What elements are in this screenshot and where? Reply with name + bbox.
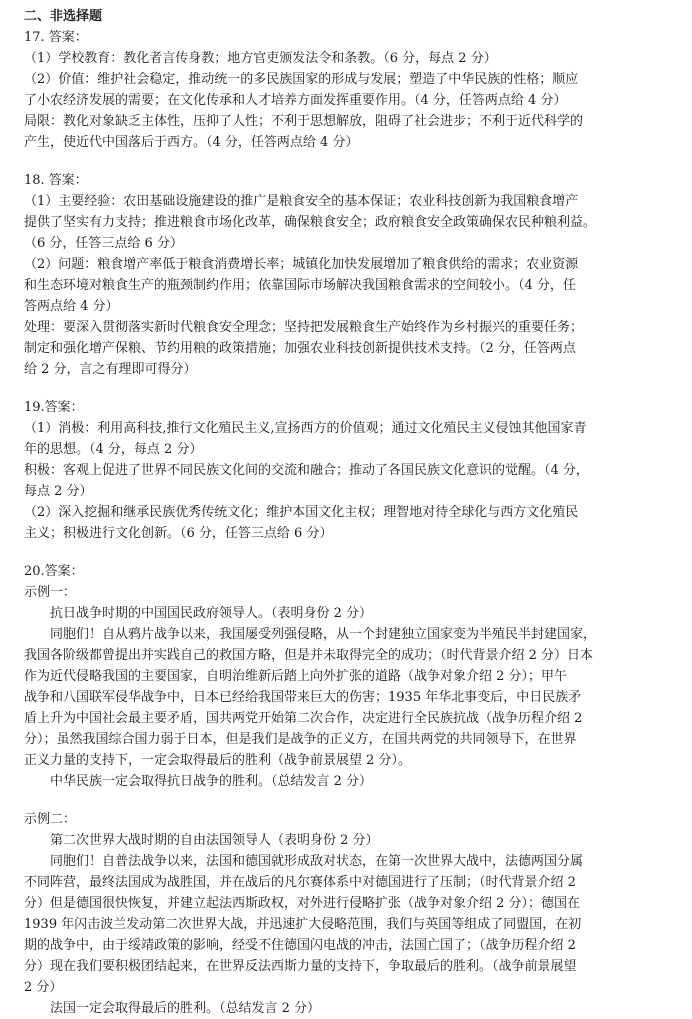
q19-line: 每点 2 分） — [24, 484, 93, 499]
example2-line: 同胞们！自普法战争以来，法国和德国就形成敌对状态，在第一次世界大战中，法德两国分属 — [50, 854, 584, 869]
example2-line: 法国一定会取得最后的胜利。（总结发言 2 分） — [50, 1001, 321, 1016]
q18-line: 答两点给 4 分） — [24, 299, 119, 314]
q18-line: 和生态环境对粮食生产的瓶颈制约作用；依靠国际市场解决我国粮食需求的空间较小。（4 分，任 — [24, 278, 576, 293]
section-title: 二、非选择题 — [24, 9, 103, 24]
example2-line: 分）但是德国很快恢复，并建立起法西斯政权，对外进行侵略扩张（战争对象介绍 2 分）；德国在 — [24, 896, 581, 911]
spacer — [24, 792, 674, 809]
q18-title: 18. 答案： — [24, 173, 88, 188]
q17-line: 了小农经济发展的需要；在文化传承和人才培养方面发挥重要作用。（4 分，任答两点给 4 分） — [24, 93, 567, 108]
q18-line: （6 分，任答三点给 6 分） — [24, 236, 183, 251]
q18-line: （1）主要经验：农田基础设施建设的推广是粮食安全的基本保证；农业科技创新为我国粮食增产 — [24, 194, 579, 209]
q20-title: 20.答案： — [24, 564, 84, 579]
example2-line: 2 分） — [24, 980, 63, 995]
q19-block — [24, 397, 674, 544]
q19-line: （2）深入挖掘和继承民族优秀传统文化；维护本国文化主权；理智地对待全球化与西方文化殖民 — [24, 505, 579, 520]
q19-title: 19.答案： — [24, 400, 84, 415]
example2-line: 期的战争中，由于绥靖政策的影响，经受不住德国闪电战的冲击，法国亡国了；（战争历程介绍 2 — [24, 938, 576, 953]
example2-line: 分）现在我们要积极团结起来，在世界反法西斯力量的支持下，争取最后的胜利。（战争前景展望 — [24, 959, 577, 974]
example1-line: 作为近代侵略我国的主要国家，自明治维新后踏上向外扩张的道路（战争对象介绍 2 分）；甲午 — [24, 669, 568, 684]
example1-label: 示例一： — [24, 585, 77, 600]
example2-body — [24, 830, 674, 1019]
example1-line: 战争和八国联军侵华战争中，日本已经给我国带来巨大的伤害；1935 年华北事变后，中日民族矛 — [24, 690, 582, 705]
spacer — [24, 153, 674, 170]
q17-line: 局限：教化对象缺乏主体性，压抑了人性；不利于思想解放，阻碍了社会进步；不利于近代科学的 — [24, 114, 584, 129]
q17-line: （2）价值：维护社会稳定，推动统一的多民族国家的形成与发展；塑造了中华民族的性格；顺应 — [24, 72, 579, 87]
q19-line: 主义；积极进行文化创新。（6 分，任答三点给 6 分） — [24, 526, 333, 541]
example1-line: 正义力量的支持下，一定会取得最后的胜利（战争前景展望 2 分）。 — [24, 753, 412, 768]
q19-line: 年的思想。（4 分，每点 2 分） — [24, 442, 203, 457]
q18-line: 制定和强化增产保粮、节约用粮的政策措施；加强农业科技创新提供技术支持。（2 分，任答两点 — [24, 341, 576, 356]
example1-line: 抗日战争时期的中国国民政府领导人。（表明身份 2 分） — [50, 606, 373, 621]
q18-line: （2）问题：粮食增产率低于粮食消费增长率；城镇化加快发展增加了粮食供给的需求；农业资源 — [24, 257, 579, 272]
example1-body — [24, 603, 674, 792]
q18-block — [24, 170, 674, 380]
q20-block — [24, 561, 674, 1019]
example2-line: 不同阵营，最终法国成为战胜国，并在战后的凡尔赛体系中对德国进行了压制；（时代背景介绍 2 — [24, 875, 576, 890]
example2-line: 第二次世界大战时期的自由法国领导人（表明身份 2 分） — [50, 833, 379, 848]
spacer — [24, 380, 674, 397]
q19-line: 积极：客观上促进了世界不同民族文化间的交流和融合；推动了各国民族文化意识的觉醒。（4 分， — [24, 463, 589, 478]
q18-line: 处理：要深入贯彻落实新时代粮食安全理念；坚持把发展粮食生产始终作为乡村振兴的重要任务； — [24, 320, 584, 335]
q18-line: 给 2 分，言之有理即可得分） — [24, 362, 197, 377]
q17-block — [24, 27, 674, 153]
example1-line: 我国各阶级都曾提出并实践自己的救国方略，但是并未取得完全的成功；（时代背景介绍 2 分）日本 — [24, 648, 594, 663]
example2-label: 示例二： — [24, 812, 77, 827]
example1-line: 分）；虽然我国综合国力弱于日本，但是我们是战争的正义方，在国共两党的共同领导下，在世界 — [24, 732, 577, 747]
example2-line: 1939 年闪击波兰发动第二次世界大战，并迅速扩大侵略范围，我们与英国等组成了同盟国，在初 — [24, 917, 582, 932]
q19-line: （1）消极：利用高科技,推行文化殖民主义,宣扬西方的价值观；通过文化殖民主义侵蚀其他国家青 — [24, 421, 587, 436]
example1-line: 盾上升为中国社会最主要矛盾，国共两党开始第二次合作，决定进行全民族抗战（战争历程介绍 2 — [24, 711, 583, 726]
spacer — [24, 544, 674, 561]
example1-line: 中华民族一定会取得抗日战争的胜利。（总结发言 2 分） — [50, 774, 373, 789]
example1-line: 同胞们！自从鸦片战争以来，我国屡受列强侵略，从一个封建独立国家变为半殖民半封建国家， — [50, 627, 597, 642]
q17-line: 产生，使近代中国落后于西方。（4 分，任答两点给 4 分） — [24, 135, 359, 150]
q17-line: （1）学校教育：教化者言传身教；地方官吏颁发法令和条教。（6 分，每点 2 分） — [24, 51, 497, 66]
q17-title: 17. 答案： — [24, 30, 88, 45]
q18-line: 提供了坚实有力支持；推进粮食市场化改革，确保粮食安全；政府粮食安全政策确保农民种粮利益。 — [24, 215, 597, 230]
